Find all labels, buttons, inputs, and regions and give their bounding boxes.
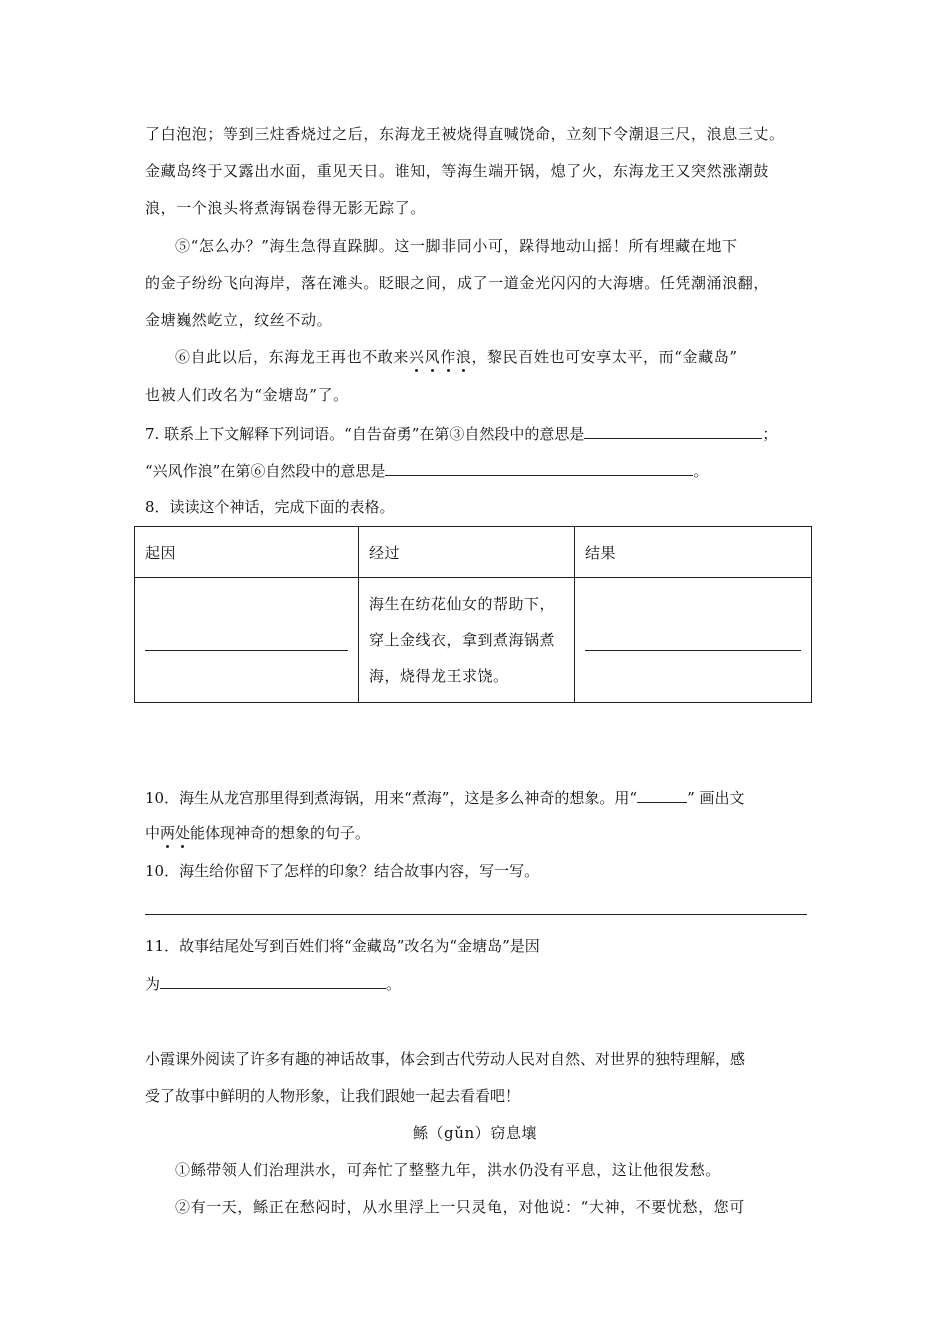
table-header-result: 结果 — [575, 527, 812, 578]
p6-text-pre: ⑥自此以后，东海龙王再也不敢来 — [175, 348, 410, 366]
question-10a-line1 — [145, 787, 745, 808]
answer-line[interactable] — [145, 914, 807, 915]
dotted-char: 浪 — [455, 348, 472, 366]
q11-pre: 为 — [145, 975, 161, 993]
table-header-cause: 起因 — [135, 527, 359, 578]
passage-line: 的金子纷纷飞向海岸，落在滩头。眨眼之间，成了一道金光闪闪的大海塘。任凭潮涌浪翻， — [145, 274, 770, 292]
q7-prompt: 7. 联系上下文解释下列词语。“自告奋勇”在第③自然段中的意思是 — [145, 425, 585, 443]
question-10a-line2 — [145, 823, 370, 843]
process-line: 穿上金线衣，拿到煮海锅煮 — [369, 631, 556, 649]
q10a-prompt: 10．海生从龙宫那里得到煮海锅，用来“煮海”，这是多么神奇的想象。用“ — [145, 789, 638, 807]
passage-line: 浪，一个浪头将煮海锅卷得无影无踪了。 — [145, 199, 426, 217]
intro-line: 受了故事中鲜明的人物形象，让我们跟她一起去看看吧！ — [145, 1087, 521, 1105]
table-cell-process — [359, 578, 575, 703]
dotted-char: 两 — [160, 824, 176, 842]
passage-line: 金塘巍然屹立，纹丝不动。 — [145, 311, 333, 329]
question-8: 8．读读这个神话，完成下面的表格。 — [145, 498, 395, 516]
answer-blank[interactable] — [385, 460, 693, 476]
q10a-post: ” 画出文 — [687, 789, 745, 807]
dotted-char: 风 — [424, 348, 441, 366]
answer-blank[interactable] — [145, 650, 348, 651]
q11-end: 。 — [386, 975, 402, 993]
process-line: 海生在纺花仙女的帮助下， — [369, 595, 556, 613]
q7-end2: 。 — [693, 462, 709, 480]
question-7-line1 — [145, 423, 777, 444]
story-title: 鲧（gǔn）窃息壤 — [412, 1124, 538, 1142]
dotted-char: 作 — [440, 348, 456, 366]
story-table — [134, 526, 812, 703]
question-7-line2 — [145, 460, 708, 481]
question-10b: 10．海生给你留下了怎样的印象？结合故事内容，写一写。 — [145, 862, 540, 880]
story-paragraph: ②有一天，鲧正在愁闷时，从水里浮上一只灵龟，对他说：“大神，不要忧愁，您可 — [175, 1198, 745, 1216]
q10a-pre2: 中 — [145, 824, 161, 842]
passage-line: 也被人们改名为“金塘岛”了。 — [145, 386, 349, 404]
passage-line: ⑤“怎么办？”海生急得直跺脚。这一脚非同小可，跺得地动山摇！所有埋藏在地下 — [175, 237, 738, 255]
dotted-char: 处 — [175, 824, 191, 842]
intro-line: 小霞课外阅读了许多有趣的神话故事，体会到古代劳动人民对自然、对世界的独特理解，感 — [145, 1050, 746, 1068]
dotted-char: 兴 — [409, 348, 425, 366]
passage-line-p6 — [175, 347, 738, 367]
process-line: 海，烧得龙王求饶。 — [369, 667, 509, 685]
story-paragraph: ①鲧带领人们治理洪水，可奔忙了整整九年，洪水仍没有平息，这让他很发愁。 — [175, 1161, 722, 1179]
passage-line: 了白泡泡；等到三炷香烧过之后，东海龙王被烧得直喊饶命，立刻下令潮退三尺，浪息三丈。 — [145, 125, 785, 143]
question-11-line1: 11．故事结尾处写到百姓们将“金藏岛”改名为“金塘岛”是因 — [145, 937, 540, 955]
passage-line: 金藏岛终于又露出水面，重见天日。谁知，等海生端开锅，熄了火，东海龙王又突然涨潮鼓 — [145, 162, 770, 180]
p6-text-post: ，黎民百姓也可安享太平，而“金藏岛” — [471, 348, 738, 366]
table-cell-result[interactable] — [575, 578, 812, 703]
answer-blank[interactable] — [584, 423, 762, 439]
answer-blank[interactable] — [160, 973, 386, 989]
answer-blank[interactable] — [637, 787, 687, 803]
table-cell-cause[interactable] — [135, 578, 359, 703]
answer-blank[interactable] — [585, 650, 801, 651]
q10a-post2: 能体现神奇的想象的句子。 — [190, 824, 371, 842]
table-header-process: 经过 — [359, 527, 575, 578]
q7-end: ； — [762, 425, 778, 443]
q7-prompt2: “兴风作浪”在第⑥自然段中的意思是 — [145, 462, 386, 480]
question-11-line2 — [145, 973, 401, 994]
